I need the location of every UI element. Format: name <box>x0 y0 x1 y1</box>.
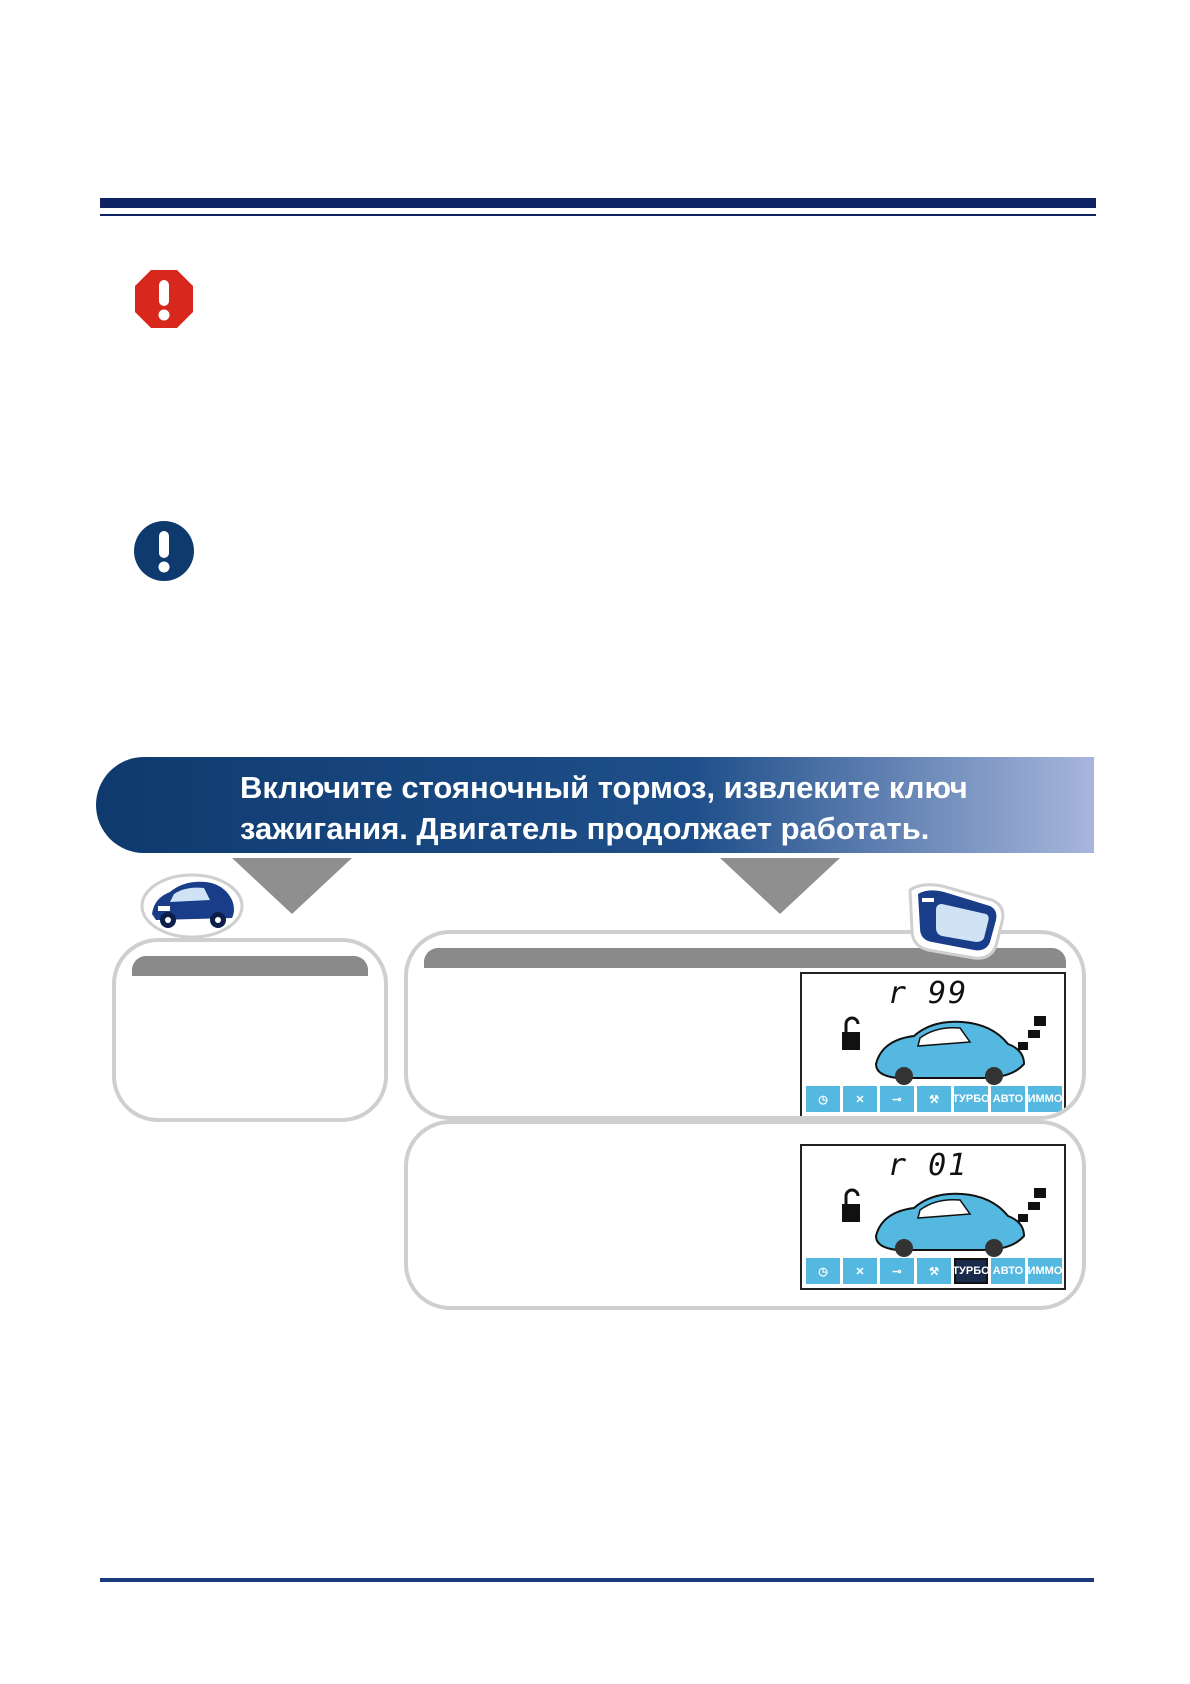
car-panel-header <box>132 956 368 976</box>
wrench-icon: ⚒ <box>917 1086 951 1112</box>
lcd-car-icon <box>802 1010 1064 1086</box>
thermometer-icon: ⊸ <box>880 1258 914 1284</box>
banner-line-1: Включите стояночный тормоз, извлеките ключ <box>240 770 968 805</box>
remote-fob-icon <box>902 880 1008 964</box>
immo-indicator: ИММО <box>1028 1086 1062 1112</box>
fan-icon: ✕ <box>843 1258 877 1284</box>
thermometer-icon: ⊸ <box>880 1086 914 1112</box>
banner-line-2: зажигания. Двигатель продолжает работать. <box>240 811 930 846</box>
clock-icon: ◷ <box>806 1086 840 1112</box>
lcd-display-2 <box>800 1144 1066 1290</box>
auto-indicator: АВТО <box>991 1258 1025 1284</box>
footer-rule <box>100 1578 1094 1582</box>
clock-icon: ◷ <box>806 1258 840 1284</box>
lcd-car-icon-2 <box>802 1182 1064 1258</box>
remote-panel-bottom <box>404 1120 1086 1310</box>
immo-indicator: ИММО <box>1028 1258 1062 1284</box>
lcd-code-1: r 99 <box>888 976 969 1011</box>
fan-icon: ✕ <box>843 1086 877 1112</box>
banner-text <box>240 767 968 849</box>
arrow-down-left-icon <box>232 858 352 914</box>
lcd-status-icons-2 <box>806 1258 1062 1284</box>
wrench-icon: ⚒ <box>917 1258 951 1284</box>
header-rule-thin <box>100 214 1096 216</box>
turbo-indicator-active: ТУРБО <box>954 1258 988 1284</box>
car-panel <box>112 938 388 1122</box>
auto-indicator: АВТО <box>991 1086 1025 1112</box>
lcd-display-1 <box>800 972 1066 1118</box>
instruction-banner <box>96 757 1094 853</box>
car-icon <box>140 866 244 938</box>
header-rule <box>100 198 1096 208</box>
info-exclamation-icon <box>133 520 195 582</box>
warning-exclamation-icon <box>133 268 195 330</box>
turbo-indicator: ТУРБО <box>954 1086 988 1112</box>
lcd-status-icons-1 <box>806 1086 1062 1112</box>
lcd-code-2: r 01 <box>888 1148 969 1183</box>
arrow-down-right-icon <box>720 858 840 914</box>
